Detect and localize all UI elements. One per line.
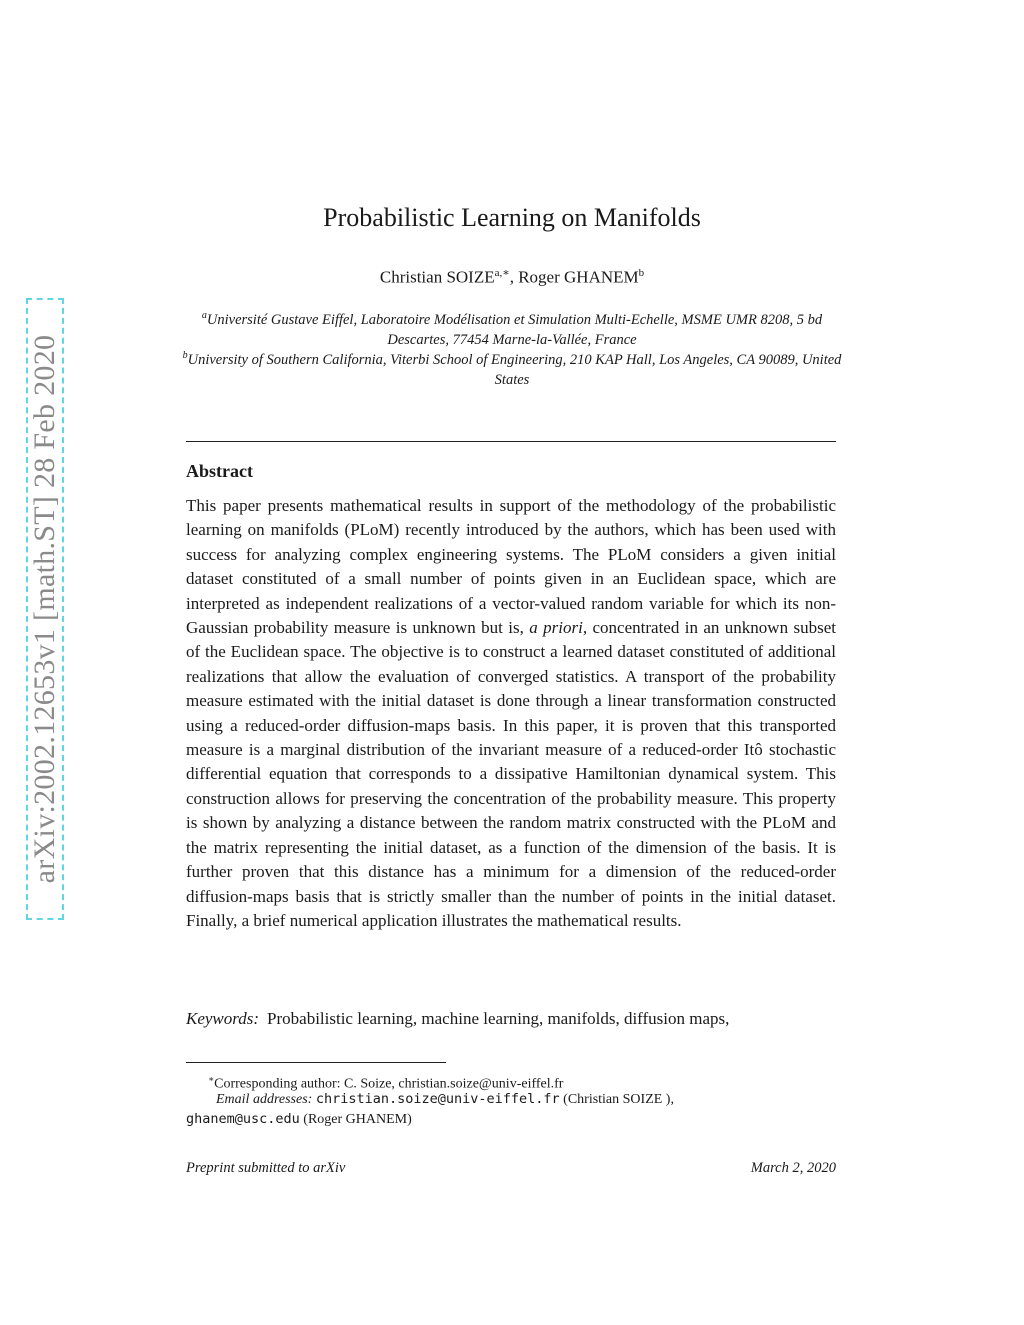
keywords-label: Keywords: <box>186 1009 260 1028</box>
abstract-top-rule <box>186 441 836 442</box>
arxiv-stamp-frame <box>26 298 64 920</box>
footnote-emails <box>216 1089 674 1110</box>
affiliation-a-text: Université Gustave Eiffel, Laboratoire Modélisation et Simulation Multi-Echelle, MSME UMR 8208, 5 bd Descartes, 77454 Marne-la-Vallée, France <box>206 311 823 348</box>
abstract-text-part1: This paper presents mathematical results in support of the methodology of the probabilistic learning on manifolds (PLoM) recently introduced by the authors, which has been used with success for analyzing complex engineering systems. The PLoM considers a given initial dataset constituted of a small number of points given in an Euclidean space, which are interpreted as independent realizations of a vector-valued random variable for which its non-Gaussian probability measure is unknown but is, <box>186 496 836 638</box>
email-ghanem-link[interactable]: ghanem@usc.edu <box>186 1111 300 1127</box>
author-ghanem: Roger GHANEM <box>518 267 639 287</box>
keywords-text: Probabilistic learning, machine learning, manifolds, diffusion maps, <box>267 1009 730 1028</box>
affiliation-b <box>180 346 844 390</box>
author-separator: , <box>509 267 519 287</box>
email-soize-link[interactable]: christian.soize@univ-eiffel.fr <box>315 1091 560 1107</box>
email-ghanem-name: (Roger GHANEM) <box>299 1112 412 1127</box>
footnote-corresponding-text: Corresponding author: C. Soize, christian.soize@univ-eiffel.fr <box>214 1076 564 1092</box>
arxiv-stamp: arXiv:2002.12653v1 [math.ST] 28 Feb 2020 <box>28 334 61 884</box>
preprint-date: March 2, 2020 <box>750 1160 836 1176</box>
affiliation-a <box>180 306 844 350</box>
keywords <box>186 1009 729 1029</box>
affiliation-b-text: University of Southern California, Viterbi School of Engineering, 210 KAP Hall, Los Angeles, CA 90089, United States <box>187 351 842 388</box>
abstract-body <box>186 494 836 933</box>
footnote-mark: ∗ <box>208 1074 215 1084</box>
author-line <box>0 266 1024 288</box>
email-label: Email addresses: <box>216 1092 313 1107</box>
email-soize-name: (Christian SOIZE ), <box>559 1092 674 1107</box>
affiliation-a-mark: a <box>201 310 207 321</box>
author-soize-marks: a,∗ <box>494 267 510 279</box>
footnote-rule <box>186 1062 446 1063</box>
footnote-emails-cont <box>186 1109 412 1130</box>
abstract-emphasis: a priori <box>529 618 583 638</box>
author-soize: Christian SOIZE <box>379 267 495 287</box>
abstract-text-part2: , concentrated in an unknown subset of the Euclidean space. The objective is to construct a learned dataset constituted of additional realizations that allow the evaluation of converged statistics. A transport of the probability measure estimated with the initial dataset is done through a linear transformation constructed using a reduced-order diffusion-maps basis. In this paper, it is proven that this transported measure is a marginal distribution of the invariant measure of a reduced-order Itô stochastic differential equation that corresponds to a dissipative Hamiltonian dynamical system. This construction allows for preserving the concentration of the probability measure. This property is shown by analyzing a distance between the random matrix constructed with the PLoM and the matrix representing the initial dataset, as a function of the dimension of the basis. It is further proven that this distance has a minimum for a dimension of the reduced-order diffusion-maps basis that is strictly smaller than the number of points in the initial dataset. Finally, a brief numerical application illustrates the mathematical results. <box>186 618 836 930</box>
paper-title: Probabilistic Learning on Manifolds <box>323 203 701 232</box>
affiliation-b-mark: b <box>182 350 188 361</box>
preprint-note: Preprint submitted to arXiv <box>186 1160 346 1176</box>
author-ghanem-marks: b <box>638 267 645 279</box>
abstract-heading: Abstract <box>186 461 253 481</box>
